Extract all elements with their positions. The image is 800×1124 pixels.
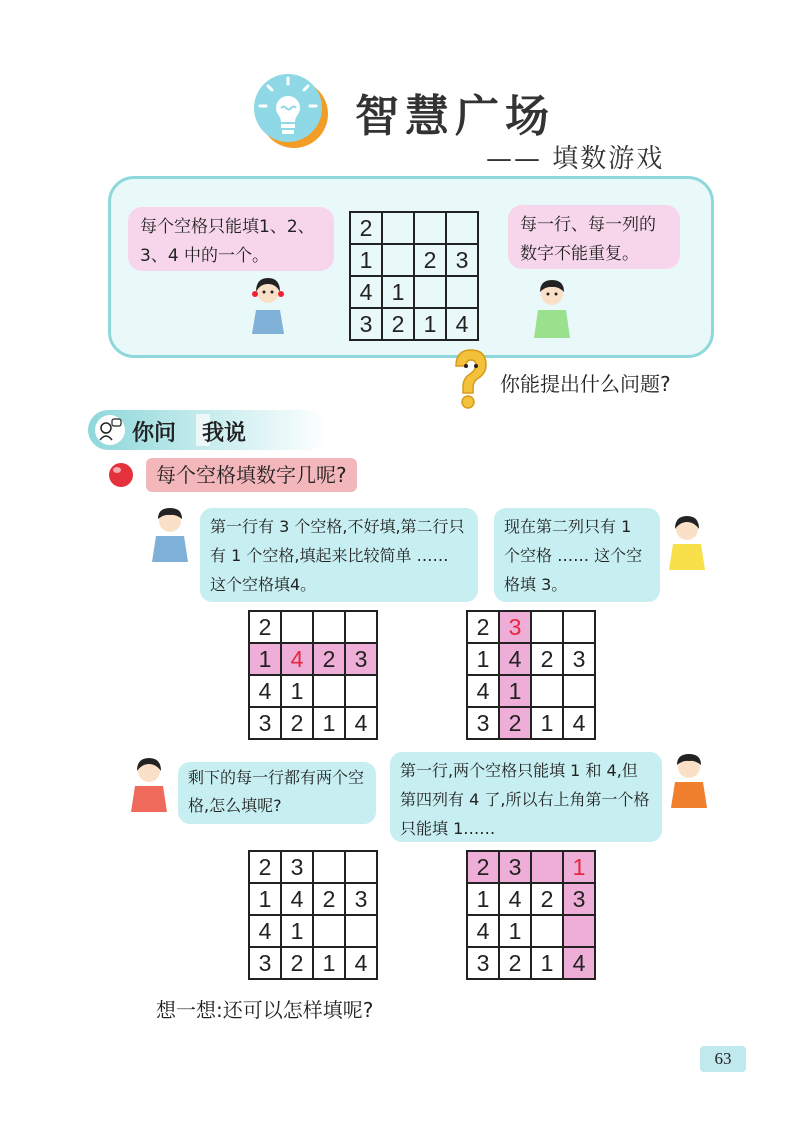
grid-cell bbox=[531, 675, 563, 707]
speech-bubble-rule-2: 每一行、每一列的数字不能重复。 bbox=[508, 205, 680, 269]
grid-cell bbox=[345, 611, 377, 643]
grid-cell: 1 bbox=[350, 244, 382, 276]
grid-cell bbox=[414, 276, 446, 308]
grid-cell: 1 bbox=[313, 707, 345, 739]
puzzle-grid-step-2 bbox=[466, 610, 596, 740]
grid-row bbox=[350, 212, 478, 244]
grid-cell: 3 bbox=[281, 851, 313, 883]
grid-row bbox=[249, 851, 377, 883]
grid-cell: 4 bbox=[499, 883, 531, 915]
grid-cell bbox=[313, 611, 345, 643]
grid-cell: 2 bbox=[281, 707, 313, 739]
grid-cell: 3 bbox=[446, 244, 478, 276]
grid-cell: 1 bbox=[467, 643, 499, 675]
grid-row bbox=[467, 851, 595, 883]
grid-row bbox=[467, 675, 595, 707]
question-mark-icon bbox=[448, 346, 494, 412]
grid-cell bbox=[531, 611, 563, 643]
grid-cell: 4 bbox=[281, 643, 313, 675]
grid-cell: 1 bbox=[499, 675, 531, 707]
page-number: 63 bbox=[700, 1046, 746, 1072]
discussion-icon bbox=[94, 414, 126, 446]
grid-cell bbox=[382, 212, 414, 244]
grid-cell: 4 bbox=[563, 947, 595, 979]
grid-cell: 3 bbox=[499, 851, 531, 883]
grid-cell: 1 bbox=[531, 947, 563, 979]
grid-row bbox=[249, 643, 377, 675]
grid-cell: 3 bbox=[350, 308, 382, 340]
grid-cell: 1 bbox=[499, 915, 531, 947]
grid-row bbox=[249, 915, 377, 947]
page-subtitle: —— 填数游戏 bbox=[486, 144, 665, 174]
grid-cell: 2 bbox=[313, 883, 345, 915]
grid-cell: 2 bbox=[350, 212, 382, 244]
boy-figure-icon bbox=[528, 278, 576, 340]
section-label-ask: 你问 bbox=[132, 421, 177, 446]
grid-cell: 1 bbox=[249, 643, 281, 675]
grid-cell: 3 bbox=[467, 707, 499, 739]
grid-cell bbox=[446, 276, 478, 308]
grid-cell: 1 bbox=[382, 276, 414, 308]
grid-row bbox=[467, 915, 595, 947]
grid-cell: 2 bbox=[467, 611, 499, 643]
puzzle-grid-step-4 bbox=[466, 850, 596, 980]
grid-cell: 2 bbox=[499, 707, 531, 739]
grid-cell bbox=[446, 212, 478, 244]
grid-cell: 4 bbox=[249, 915, 281, 947]
grid-cell: 3 bbox=[345, 883, 377, 915]
grid-cell: 3 bbox=[499, 611, 531, 643]
grid-cell: 2 bbox=[531, 883, 563, 915]
grid-cell: 3 bbox=[249, 947, 281, 979]
grid-row bbox=[350, 276, 478, 308]
grid-cell bbox=[563, 611, 595, 643]
grid-cell: 3 bbox=[563, 643, 595, 675]
grid-cell: 2 bbox=[249, 611, 281, 643]
grid-cell: 1 bbox=[313, 947, 345, 979]
grid-cell: 2 bbox=[531, 643, 563, 675]
grid-cell bbox=[345, 915, 377, 947]
grid-cell: 1 bbox=[281, 675, 313, 707]
grid-cell bbox=[563, 915, 595, 947]
grid-cell bbox=[345, 851, 377, 883]
grid-cell: 4 bbox=[467, 675, 499, 707]
think-prompt: 想一想:还可以怎样填呢? bbox=[156, 998, 374, 1022]
grid-cell: 4 bbox=[467, 915, 499, 947]
grid-row bbox=[249, 675, 377, 707]
grid-cell: 4 bbox=[499, 643, 531, 675]
grid-cell: 2 bbox=[467, 851, 499, 883]
puzzle-grid-step-1 bbox=[248, 610, 378, 740]
grid-cell bbox=[345, 675, 377, 707]
puzzle-grid-step-3 bbox=[248, 850, 378, 980]
grid-cell: 1 bbox=[531, 707, 563, 739]
grid-cell bbox=[382, 244, 414, 276]
grid-row bbox=[467, 643, 595, 675]
grid-row bbox=[350, 244, 478, 276]
girl-figure-icon bbox=[126, 756, 172, 814]
grid-row bbox=[249, 707, 377, 739]
speech-bubble-rule-1: 每个空格只能填1、2、3、4 中的一个。 bbox=[128, 207, 334, 271]
grid-cell: 2 bbox=[313, 643, 345, 675]
grid-row bbox=[350, 308, 478, 340]
grid-cell bbox=[531, 915, 563, 947]
grid-cell bbox=[531, 851, 563, 883]
red-ball-icon bbox=[108, 462, 134, 488]
grid-cell: 2 bbox=[499, 947, 531, 979]
grid-cell bbox=[281, 611, 313, 643]
grid-cell bbox=[313, 675, 345, 707]
lightbulb-icon bbox=[250, 70, 330, 150]
grid-cell: 3 bbox=[563, 883, 595, 915]
grid-cell: 2 bbox=[249, 851, 281, 883]
grid-cell bbox=[313, 851, 345, 883]
grid-cell: 4 bbox=[446, 308, 478, 340]
puzzle-grid-main bbox=[349, 211, 479, 341]
grid-cell: 4 bbox=[345, 707, 377, 739]
grid-cell: 2 bbox=[414, 244, 446, 276]
boy-figure-icon bbox=[666, 752, 712, 810]
grid-row bbox=[467, 611, 595, 643]
grid-row bbox=[249, 947, 377, 979]
speech-bubble-4: 第一行,两个空格只能填 1 和 4,但第四列有 4 了,所以右上角第一个格只能填 1…… bbox=[390, 752, 662, 842]
girl-figure-icon bbox=[664, 514, 710, 572]
grid-cell bbox=[414, 212, 446, 244]
boy-figure-icon bbox=[148, 506, 194, 564]
speech-bubble-3: 剩下的每一行都有两个空格,怎么填呢? bbox=[178, 762, 376, 824]
page-title: 智慧广场 bbox=[355, 91, 555, 142]
speech-bubble-1: 第一行有 3 个空格,不好填,第二行只有 1 个空格,填起来比较简单 …… 这个空格填4。 bbox=[200, 508, 478, 602]
grid-cell: 4 bbox=[249, 675, 281, 707]
grid-cell: 3 bbox=[249, 707, 281, 739]
grid-cell: 4 bbox=[345, 947, 377, 979]
grid-cell: 2 bbox=[382, 308, 414, 340]
grid-cell: 3 bbox=[345, 643, 377, 675]
section-label-say: 我说 bbox=[202, 421, 247, 446]
grid-cell: 1 bbox=[249, 883, 281, 915]
grid-row bbox=[467, 947, 595, 979]
girl-figure-icon bbox=[244, 276, 292, 340]
grid-cell: 2 bbox=[281, 947, 313, 979]
grid-cell: 1 bbox=[414, 308, 446, 340]
grid-row bbox=[467, 707, 595, 739]
grid-cell: 1 bbox=[467, 883, 499, 915]
question-1: 每个空格填数字几呢? bbox=[146, 458, 357, 492]
speech-bubble-2: 现在第二列只有 1 个空格 …… 这个空格填 3。 bbox=[494, 508, 660, 602]
grid-cell bbox=[313, 915, 345, 947]
grid-row bbox=[249, 883, 377, 915]
grid-cell: 4 bbox=[563, 707, 595, 739]
question-text: 你能提出什么问题? bbox=[500, 372, 671, 396]
grid-row bbox=[467, 883, 595, 915]
grid-row bbox=[249, 611, 377, 643]
grid-cell: 3 bbox=[467, 947, 499, 979]
grid-cell: 1 bbox=[281, 915, 313, 947]
grid-cell: 4 bbox=[281, 883, 313, 915]
grid-cell bbox=[563, 675, 595, 707]
grid-cell: 4 bbox=[350, 276, 382, 308]
grid-cell: 1 bbox=[563, 851, 595, 883]
